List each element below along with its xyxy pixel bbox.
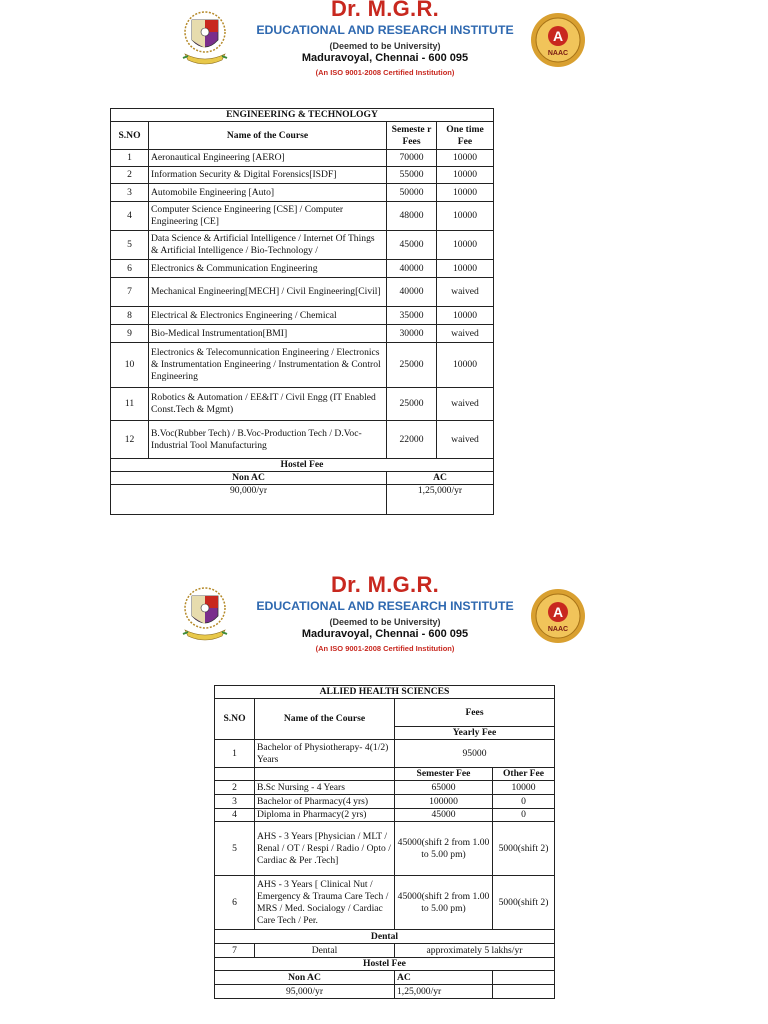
row-semester-fee: 48000 bbox=[387, 202, 437, 231]
row-sno: 2 bbox=[111, 167, 149, 184]
row-other-fee: 5000(shift 2) bbox=[493, 876, 555, 930]
col-sno: S.NO bbox=[215, 699, 255, 740]
row-semester-fee: 25000 bbox=[387, 343, 437, 388]
row-semester-fee: 45000 bbox=[395, 809, 493, 822]
naac-grade: A bbox=[552, 28, 564, 44]
row-one-time-fee: waived bbox=[437, 388, 494, 421]
engineering-fee-table bbox=[110, 108, 494, 515]
row-sno: 4 bbox=[215, 809, 255, 822]
row-course-name: Information Security & Digital Forensics[ISDF] bbox=[149, 167, 387, 184]
row-one-time-fee: 10000 bbox=[437, 167, 494, 184]
row-course-name: Aeronautical Engineering [AERO] bbox=[149, 150, 387, 167]
row-sno: 2 bbox=[215, 781, 255, 795]
naac-seal-icon bbox=[530, 588, 586, 644]
hostel-fee-title: Hostel Fee bbox=[111, 459, 494, 472]
row-semester-fee: 22000 bbox=[387, 421, 437, 459]
row-one-time-fee: 10000 bbox=[437, 307, 494, 325]
table-row bbox=[111, 421, 494, 459]
institute-address: Maduravoyal, Chennai - 600 095 bbox=[301, 52, 469, 64]
table-row bbox=[111, 325, 494, 343]
hostel-nonac-label: Non AC bbox=[111, 472, 387, 485]
row-course-name: AHS - 3 Years [Physician / MLT / Renal / OT / Respi / Radio / Opto / Cardiac & Per .Tech] bbox=[255, 822, 395, 876]
row-semester-fee: 30000 bbox=[387, 325, 437, 343]
row-sno: 10 bbox=[111, 343, 149, 388]
table-row bbox=[215, 876, 555, 930]
row-course-name: Computer Science Engineering [CSE] / Computer Engineering [CE] bbox=[149, 202, 387, 231]
row-course-name: B.Voc(Rubber Tech) / B.Voc-Production Tech / D.Voc-Industrial Tool Manufacturing bbox=[149, 421, 387, 459]
col-sno: S.NO bbox=[111, 122, 149, 150]
row-sno: 12 bbox=[111, 421, 149, 459]
col-fees: Fees bbox=[395, 699, 555, 727]
row-sno: 3 bbox=[111, 184, 149, 202]
institute-title: Dr. M.G.R. bbox=[330, 572, 440, 597]
row-course-name: AHS - 3 Years [ Clinical Nut / Emergency & Trauma Care Tech / MRS / Med. Socialogy / Cardiac Care Tech / Per. bbox=[255, 876, 395, 930]
row-course-name: Robotics & Automation / EE&IT / Civil Engg (IT Enabled Const.Tech & Mgmt) bbox=[149, 388, 387, 421]
table-row bbox=[111, 343, 494, 388]
col-semester-fees: Semeste r Fees bbox=[387, 122, 437, 150]
row-sno: 8 bbox=[111, 307, 149, 325]
row-one-time-fee: waived bbox=[437, 421, 494, 459]
hostel-ac-value: 1,25,000/yr bbox=[387, 485, 494, 515]
row-semester-fee: 55000 bbox=[387, 167, 437, 184]
row-one-time-fee: 10000 bbox=[437, 231, 494, 260]
row-semester-fee: 45000(shift 2 from 1.00 to 5.00 pm) bbox=[395, 876, 493, 930]
row-other-fee: 10000 bbox=[493, 781, 555, 795]
row-course-name: Bio-Medical Instrumentation[BMI] bbox=[149, 325, 387, 343]
row-sno: 1 bbox=[111, 150, 149, 167]
row-one-time-fee: 10000 bbox=[437, 343, 494, 388]
row-course-name: B.Sc Nursing - 4 Years bbox=[255, 781, 395, 795]
row-sno: 1 bbox=[215, 740, 255, 768]
col-course-name: Name of the Course bbox=[149, 122, 387, 150]
row-course-name: Mechanical Engineering[MECH] / Civil Engineering[Civil] bbox=[149, 278, 387, 307]
row-course-name: Automobile Engineering [Auto] bbox=[149, 184, 387, 202]
row-sno: 11 bbox=[111, 388, 149, 421]
row-semester-fee: 40000 bbox=[387, 278, 437, 307]
naac-grade: A bbox=[552, 604, 564, 620]
row-sno: 6 bbox=[215, 876, 255, 930]
row-sno: 4 bbox=[111, 202, 149, 231]
row-one-time-fee: 10000 bbox=[437, 184, 494, 202]
row-course-name: Electronics & Communication Engineering bbox=[149, 260, 387, 278]
row-semester-fee: 25000 bbox=[387, 388, 437, 421]
row-semester-fee: 40000 bbox=[387, 260, 437, 278]
row-course-name: Data Science & Artificial Intelligence / Internet Of Things & Artificial Intelligence / Bio-Technology / bbox=[149, 231, 387, 260]
row-one-time-fee: 10000 bbox=[437, 202, 494, 231]
institute-crest-icon bbox=[180, 10, 230, 68]
table-row bbox=[111, 150, 494, 167]
table-row bbox=[111, 307, 494, 325]
col-yearly-fee: Yearly Fee bbox=[395, 727, 555, 740]
row-course-name: Diploma in Pharmacy(2 yrs) bbox=[255, 809, 395, 822]
naac-seal-icon bbox=[530, 12, 586, 68]
institute-name: EDUCATIONAL AND RESEARCH INSTITUTE bbox=[256, 599, 514, 613]
row-semester-fee: 50000 bbox=[387, 184, 437, 202]
table-row bbox=[215, 740, 555, 768]
row-sno: 7 bbox=[111, 278, 149, 307]
table-row bbox=[111, 278, 494, 307]
iso-certification: (An ISO 9001-2008 Certified Institution) bbox=[315, 644, 455, 653]
table-row bbox=[215, 822, 555, 876]
row-semester-fee: 45000 bbox=[387, 231, 437, 260]
row-course-name: Electrical & Electronics Engineering / Chemical bbox=[149, 307, 387, 325]
table-row bbox=[111, 260, 494, 278]
row-one-time-fee: waived bbox=[437, 278, 494, 307]
hostel-ac-value: 1,25,000/yr bbox=[395, 985, 493, 999]
row-course-name: Electronics & Telecomunnication Engineering / Electronics & Instrumentation Engineering / Instrumentation & Control Engineering bbox=[149, 343, 387, 388]
col-other-fee: Other Fee bbox=[493, 768, 555, 781]
table-row bbox=[215, 809, 555, 822]
row-sno: 3 bbox=[215, 795, 255, 809]
engineering-title: ENGINEERING & TECHNOLOGY bbox=[111, 109, 494, 122]
table-row bbox=[111, 388, 494, 421]
hostel-ac-label: AC bbox=[387, 472, 494, 485]
deemed-status: (Deemed to be University) bbox=[329, 41, 441, 51]
dental-title: Dental bbox=[215, 930, 555, 944]
naac-label: NAAC bbox=[547, 50, 569, 57]
row-semester-fee: 65000 bbox=[395, 781, 493, 795]
allied-health-fee-table bbox=[214, 685, 555, 999]
institute-name: EDUCATIONAL AND RESEARCH INSTITUTE bbox=[256, 23, 514, 37]
row-semester-fee: 100000 bbox=[395, 795, 493, 809]
letterhead-bottom bbox=[0, 572, 768, 656]
row-semester-fee: 70000 bbox=[387, 150, 437, 167]
row-other-fee: 0 bbox=[493, 795, 555, 809]
naac-label: NAAC bbox=[547, 626, 569, 633]
table-row bbox=[111, 184, 494, 202]
letterhead-top bbox=[0, 0, 768, 80]
row-semester-fee: 35000 bbox=[387, 307, 437, 325]
row-sno: 9 bbox=[111, 325, 149, 343]
row-semester-fee: 45000(shift 2 from 1.00 to 5.00 pm) bbox=[395, 822, 493, 876]
hostel-nonac-value: 95,000/yr bbox=[215, 985, 395, 999]
institute-crest-icon bbox=[180, 586, 230, 644]
deemed-status: (Deemed to be University) bbox=[329, 617, 441, 627]
institute-address: Maduravoyal, Chennai - 600 095 bbox=[301, 628, 469, 640]
row-sno: 6 bbox=[111, 260, 149, 278]
row-yearly-fee: 95000 bbox=[395, 740, 555, 768]
table-row bbox=[215, 781, 555, 795]
table-row bbox=[111, 231, 494, 260]
hostel-fee-title: Hostel Fee bbox=[215, 958, 555, 971]
hostel-nonac-value: 90,000/yr bbox=[111, 485, 387, 515]
row-sno: 5 bbox=[111, 231, 149, 260]
col-course-name: Name of the Course bbox=[255, 699, 395, 740]
row-course-name: Bachelor of Pharmacy(4 yrs) bbox=[255, 795, 395, 809]
hostel-ac-label: AC bbox=[395, 971, 493, 985]
col-one-time-fee: One time Fee bbox=[437, 122, 494, 150]
row-one-time-fee: 10000 bbox=[437, 150, 494, 167]
row-other-fee: 5000(shift 2) bbox=[493, 822, 555, 876]
allied-title: ALLIED HEALTH SCIENCES bbox=[215, 686, 555, 699]
institute-title: Dr. M.G.R. bbox=[330, 0, 440, 21]
row-course-name: Bachelor of Physiotherapy- 4(1/2) Years bbox=[255, 740, 395, 768]
dental-fee: approximately 5 lakhs/yr bbox=[395, 944, 555, 958]
row-one-time-fee: 10000 bbox=[437, 260, 494, 278]
row-sno: 5 bbox=[215, 822, 255, 876]
row-one-time-fee: waived bbox=[437, 325, 494, 343]
row-other-fee: 0 bbox=[493, 809, 555, 822]
iso-certification: (An ISO 9001-2008 Certified Institution) bbox=[315, 68, 455, 77]
col-semester-fee: Semester Fee bbox=[395, 768, 493, 781]
hostel-nonac-label: Non AC bbox=[215, 971, 395, 985]
table-row bbox=[111, 167, 494, 184]
table-row bbox=[111, 202, 494, 231]
table-row bbox=[215, 944, 555, 958]
row-course-name: Dental bbox=[255, 944, 395, 958]
row-sno: 7 bbox=[215, 944, 255, 958]
table-row bbox=[215, 795, 555, 809]
